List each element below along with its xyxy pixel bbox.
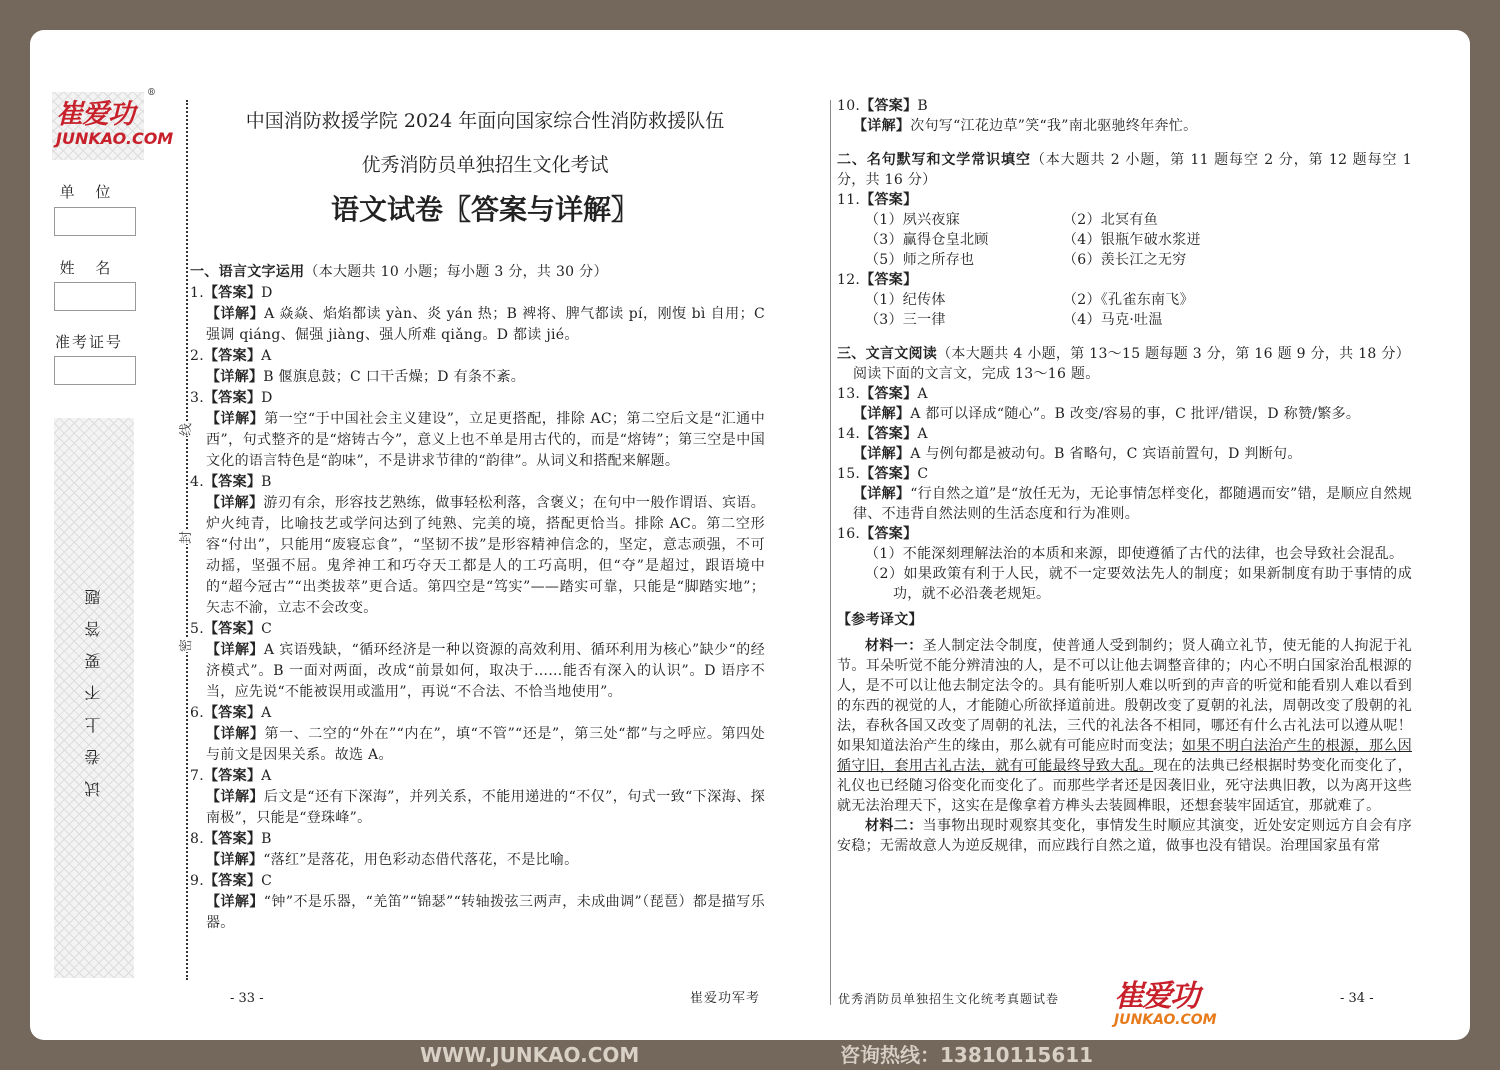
section3-header: 三、文言文阅读（本大题共 4 小题，第 13～15 题每题 3 分，第 16 题 9 分，共 18 分）	[837, 346, 1410, 362]
footer-title: 优秀消防员单独招生文化统考真题试卷	[838, 992, 1060, 1006]
list-item: （1）夙兴夜寐	[865, 212, 961, 228]
notice-strip	[54, 418, 134, 978]
header-line1: 中国消防救援学院 2024 年面向国家综合性消防救援队伍	[245, 110, 725, 132]
logo-block	[52, 88, 174, 160]
detail-2: 【详解】B 偃旗息鼓；C 口干舌燥；D 有条不紊。	[206, 369, 526, 385]
answer-14: 14.【答案】A	[837, 426, 928, 442]
logo-watermark-en: JUNKAO.COM	[1114, 1012, 1217, 1028]
translation-material-2: 材料二：当事物出现时观察其变化，事情发生时顺应其演变，近处安定则远方自会有序安稳；无需故意人为逆反规律，而应践行自然之道，做事也没有错误。治理国家虽有常	[837, 818, 1412, 854]
answer-12: 12.【答案】	[837, 272, 918, 288]
page-number-right: - 34 -	[1340, 991, 1374, 1006]
registered-mark: ®	[147, 88, 156, 98]
unit-field[interactable]	[54, 207, 136, 236]
detail-6: 【详解】第一、二空的“外在”“内在”，填“不管”“还是”，第三处“都”与之呼应。第四处与前文是因果关系。故选 A。	[206, 726, 765, 763]
logo-cn: 崔爱功	[56, 99, 134, 130]
translation-material-1: 材料一：圣人制定法令制度，使普通人受到制约；贤人确立礼节，使无能的人拘泥于礼节。耳朵听觉不能分辨清浊的人，是不可以让他去调整音律的；内心不明白国家治乱根源的人，是不可以让他去制定法令的。具有能听别人难以听到的声音的听觉和能看别人难以看到的东西的视觉的人，才能随心所欲择道前进。殷朝改变了夏朝的礼法，周朝改变了殷朝的礼法，春秋各国又改变了周朝的礼法，三代的礼法各不相同，哪还有什么古礼法可以遵从呢！如果知道法治产生的缘由，那么就有可能应时而变法；如果不明白法治产生的根源，那么因循守旧，套用古礼古法，就有可能最终导致大乱。现在的法典已经根据时势变化而变化了，礼仪也已经随习俗变化而变化了。而那些学者还是因袭旧业，死守法典旧教，以为离开这些就无法治理天下，这实在是像拿着方榫头去装圆榫眼，还想套装牢固适宜，那就难了。	[837, 638, 1412, 814]
watermark-url: WWW.JUNKAO.COM	[420, 1043, 640, 1067]
answer-1: 1.【答案】D	[190, 285, 273, 301]
answer-11: 11.【答案】	[837, 192, 918, 208]
section3-intro: 阅读下面的文言文，完成 13～16 题。	[853, 366, 1100, 382]
answer-16: 16.【答案】	[837, 526, 918, 542]
page-title: 语文试卷〖答案与详解〗	[330, 193, 639, 226]
logo-watermark-cn: 崔爱功	[1114, 979, 1198, 1014]
section2-header: 二、名句默写和文学常识填空（本大题共 2 小题，第 11 题每空 2 分，第 12 题每空 1 分，共 16 分）	[837, 152, 1412, 188]
footer-brand: 崔爱功军考	[690, 991, 761, 1006]
answer-11-list	[837, 210, 1412, 270]
detail-7: 【详解】后文是“还有下深海”，并列关系，不能用递进的“不仅”，句式一致“下深海、探南极”，只能是“登珠峰”。	[206, 789, 765, 826]
answer-9: 9.【答案】C	[190, 873, 273, 889]
watermark-hotline: 咨询热线：13810115611	[840, 1043, 1094, 1067]
seal-char-secret: 密	[175, 639, 194, 652]
answer-5: 5.【答案】C	[190, 621, 273, 637]
name-label: 姓 名	[59, 259, 119, 277]
detail-15: 【详解】“行自然之道”是“放任无为，无论事情怎样变化，都随遇而安”错，是顺应自然规律、不违背自然法则的生活态度和行为准则。	[853, 486, 1413, 522]
section1-header	[190, 262, 765, 283]
right-column	[837, 96, 1412, 856]
header-line2: 优秀消防员单独招生文化考试	[361, 154, 609, 176]
page-number-left: - 33 -	[230, 991, 264, 1006]
answer-13: 13.【答案】A	[837, 386, 928, 402]
name-field[interactable]	[54, 282, 136, 311]
answer-10: 10.【答案】B	[837, 98, 928, 114]
no-answer-notice: 试卷上不要答题	[84, 573, 103, 797]
left-items	[190, 283, 765, 934]
exam-page-spread	[30, 30, 1470, 1040]
exam-id-field[interactable]	[54, 356, 136, 385]
answer-12-list	[837, 290, 1412, 330]
list-item: （2）《孔雀东南飞》	[1063, 292, 1194, 308]
logo-watermark	[1110, 980, 1221, 1028]
list-item: （3）赢得仓皇北顾	[865, 232, 989, 248]
section1-title: 一、语言文字运用	[190, 264, 305, 280]
seal-char-seal: 封	[175, 531, 194, 544]
logo-en: JUNKAO.COM	[56, 128, 174, 148]
unit-label: 单 位	[59, 183, 119, 201]
detail-13: 【详解】A 都可以译成“随心”。B 改变/容易的事，C 批评/错误，D 称赞/繁多。	[853, 406, 1361, 422]
answer-8: 8.【答案】B	[190, 831, 272, 847]
detail-9: 【详解】“钟”不是乐器，“羌笛”“锦瑟”“转轴拨弦三两声，未成曲调”（琵琶）都是描写乐器。	[206, 894, 765, 931]
answer-16-2: （2）如果政策有利于人民，就不一定要效法先人的制度；如果新制度有助于事情的成功，就不必沿袭老规矩。	[865, 566, 1412, 602]
answer-16-1: （1）不能深刻理解法治的本质和来源，即使遵循了古代的法律，也会导致社会混乱。	[865, 546, 1404, 562]
answer-4: 4.【答案】B	[190, 474, 272, 490]
translation-heading: 【参考译文】	[837, 612, 923, 628]
exam-id-label: 准考证号	[54, 333, 123, 351]
detail-3: 【详解】第一空“于中国社会主义建设”，立足更搭配，排除 AC；第二空后文是“汇通中西”，句式整齐的是“熔铸古今”，意义上也不单是用古代的，而是“熔铸”；第三空是中国文化的语言特色是“韵味”，不是讲求节律的“韵律”。从词义和搭配来解题。	[206, 411, 765, 469]
answer-7: 7.【答案】A	[190, 768, 272, 784]
list-item: （2）北冥有鱼	[1063, 212, 1159, 228]
list-item: （6）羡长江之无穷	[1063, 252, 1187, 268]
list-item: （4）银瓶乍破水浆迸	[1063, 232, 1201, 248]
detail-5: 【详解】A 宾语残缺，“循环经济是一种以资源的高效利用、循环利用为核心”缺少“的经济模式”。B 一面对两面，改成“前景如何，取决于……能否有深入的认识”。D 语序不当，应先说“不能被误用或滥用”，再说“不合法、不恰当地使用”。	[206, 642, 765, 700]
detail-8: 【详解】“落红”是落花，用色彩动态借代落花，不是比喻。	[206, 852, 579, 868]
detail-1: 【详解】A 焱焱、焰焰都读 yàn、炎 yán 热；B 裨将、脾气都读 pí，刚愎 bì 自用；C 强调 qiáng、倔强 jiàng、强人所难 qiǎng。D 都读 jié。	[206, 306, 765, 343]
seal-char-line: 线	[175, 423, 194, 436]
left-column	[190, 262, 765, 934]
detail-4: 【详解】游刃有余，形容技艺熟练，做事轻松利落，含褒义；在句中一般作谓语、宾语。炉火纯青，比喻技艺或学问达到了纯熟、完美的境，搭配更恰当。排除 AC。第二空形容“付出”，只能用“废寝忘食”，“坚韧不拔”是形容精神信念的，坚定，意志顽强，不可动摇，坚强不屈。鬼斧神工和巧夺天工都是人的工巧高明，但“夺”是超过，跟语境中的“超今冠古”“出类拔萃”更合适。第四空是“笃实”——踏实可靠，只能是“脚踏实地”；矢志不渝，立志不会改变。	[206, 495, 766, 616]
list-item: （3）三一律	[865, 312, 946, 328]
list-item: （1）纪传体	[865, 292, 946, 308]
answer-6: 6.【答案】A	[190, 705, 272, 721]
answer-3: 3.【答案】D	[190, 390, 273, 406]
page-divider	[830, 100, 831, 1005]
list-item: （4）马克·吐温	[1063, 312, 1163, 328]
list-item: （5）师之所存也	[865, 252, 975, 268]
answer-15: 15.【答案】C	[837, 466, 929, 482]
underlined-sentence: 如果不明白法治产生的根源，那么因循守旧，套用古礼古法，就有可能最终导致大乱。	[837, 738, 1412, 774]
detail-14: 【详解】A 与例句都是被动句。B 省略句，C 宾语前置句，D 判断句。	[853, 446, 1302, 462]
section1-note: （本大题共 10 小题；每小题 3 分，共 30 分）	[304, 264, 608, 280]
answer-2: 2.【答案】A	[190, 348, 272, 364]
detail-10: 【详解】次句写“江花边草”笑“我”南北驱驰终年奔忙。	[853, 118, 1198, 134]
